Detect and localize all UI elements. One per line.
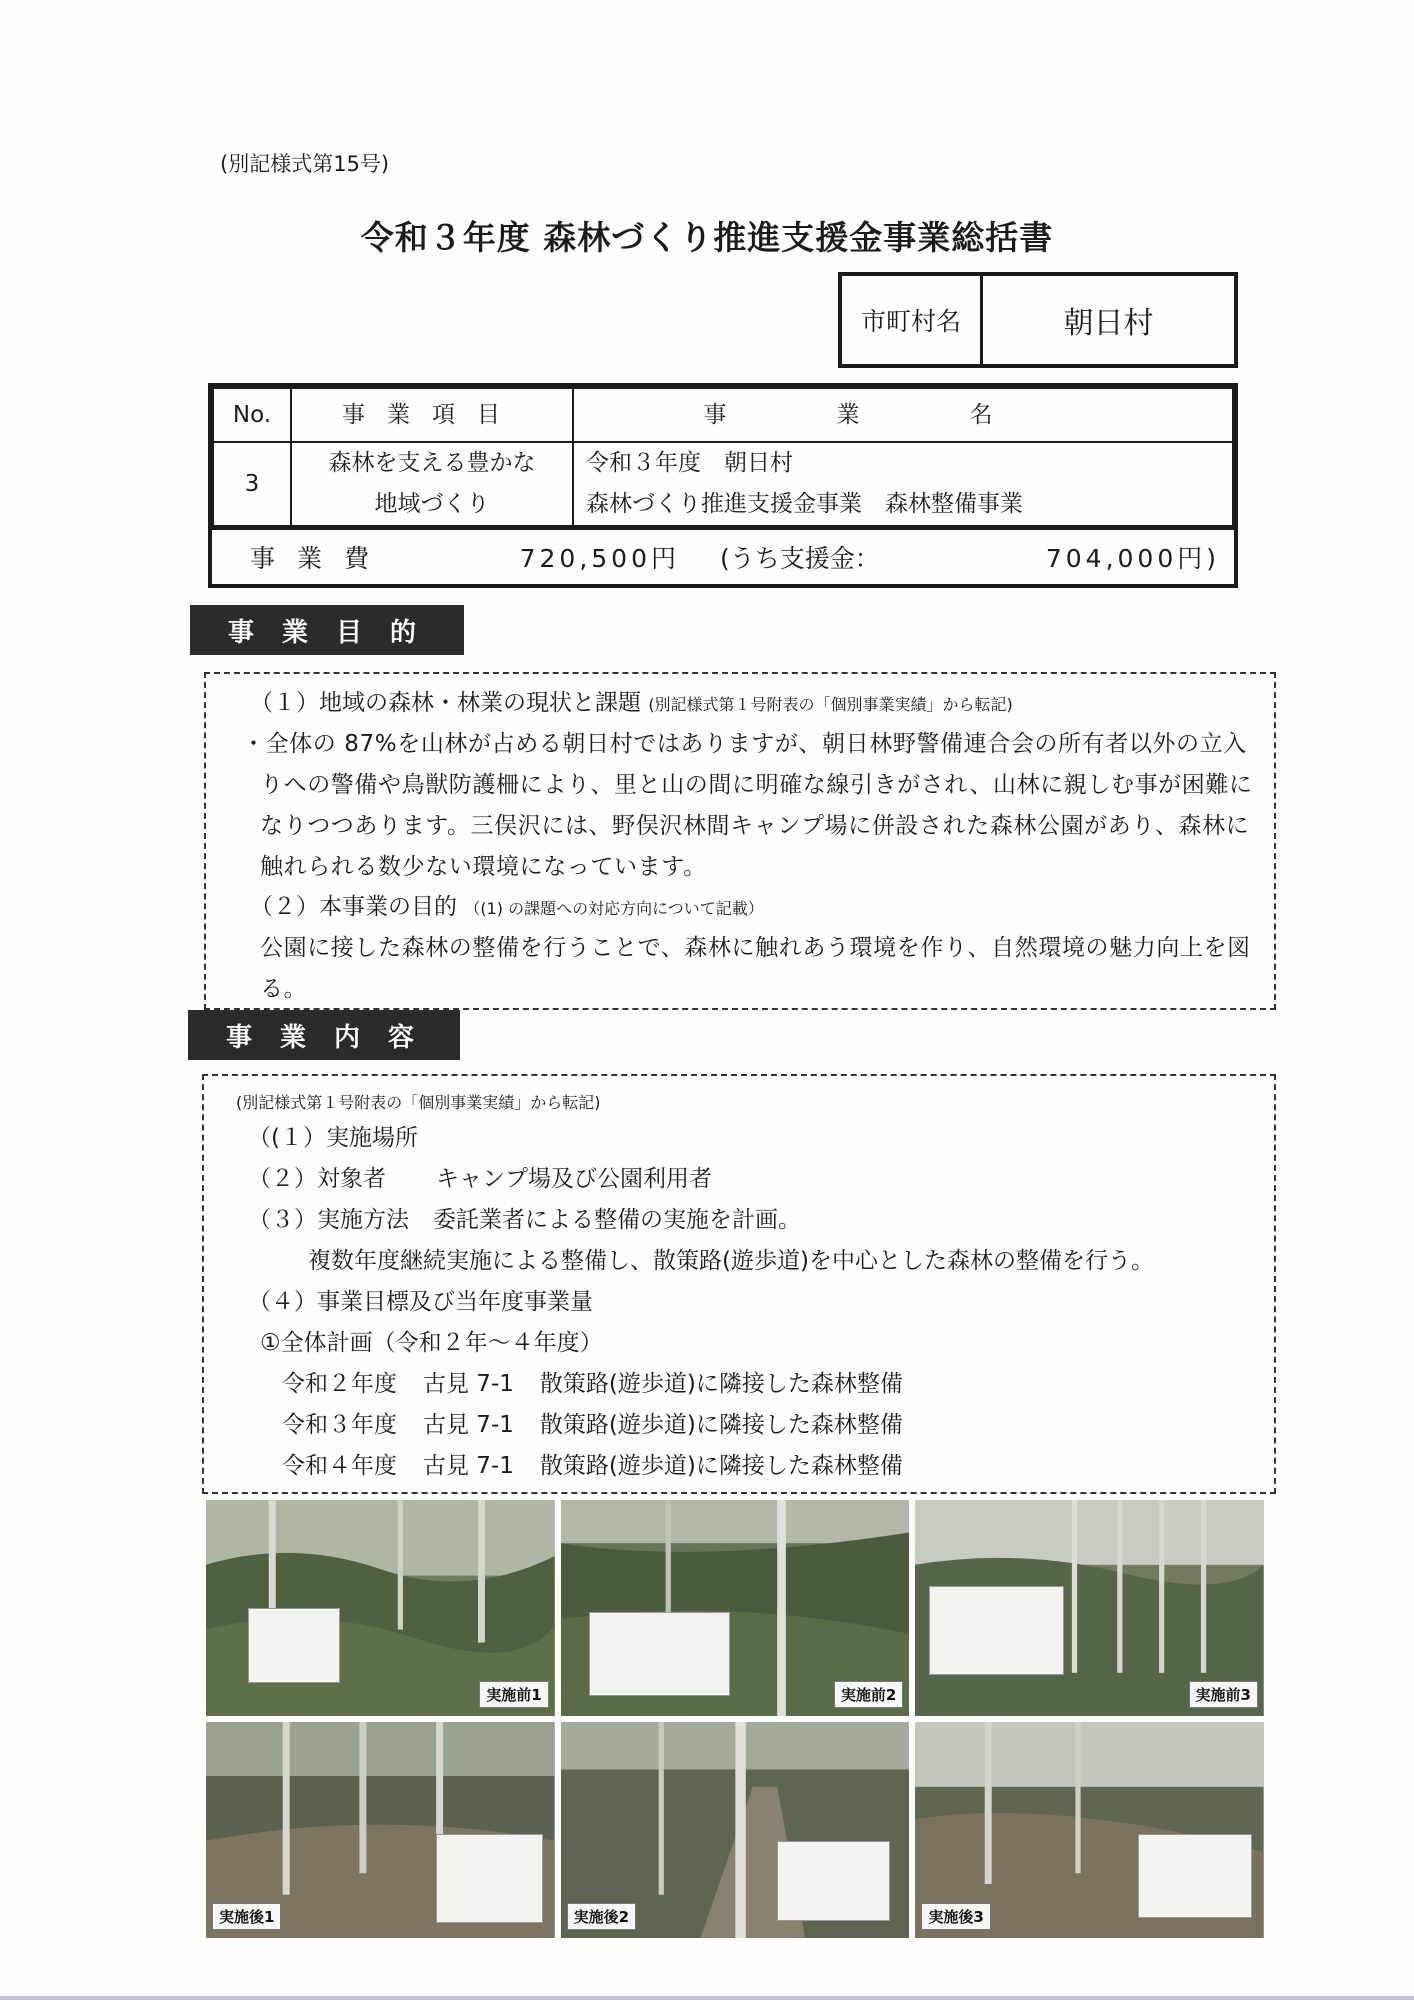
row-item [291,442,573,526]
target-label: （２）対象者 [248,1166,386,1192]
plan-desc: 散策路(遊歩道)に隣接した森林整備 [539,1412,903,1438]
photo-caption: 実施後1 [212,1903,281,1930]
plan-desc: 散策路(遊歩道)に隣接した森林整備 [539,1453,903,1479]
row-name-line1: 令和３年度 朝日村 [586,450,793,476]
target-value: キャンプ場及び公園利用者 [436,1166,712,1192]
form-number: (別記様式第15号) [220,152,390,176]
photo-before-3 [915,1500,1264,1716]
photo-after-2 [561,1722,910,1938]
cost-label: 事業費 [250,544,392,573]
header-no: No. [213,388,291,442]
header-item: 事業項目 [291,388,573,442]
purpose-box [204,672,1276,1010]
sign-board [589,1612,730,1696]
purpose-p1-heading [220,684,1260,724]
purpose-p2-heading [220,888,1260,928]
content-line-method [218,1200,1260,1241]
plan-place: 古見 7-1 [423,1412,514,1438]
plan-year: 令和４年度 [282,1453,397,1479]
document-title: 令和３年度 森林づくり推進支援金事業総括書 [360,218,1054,257]
municipality-value: 朝日村 [1063,306,1154,341]
cost-row [212,527,1234,584]
photo-after-1 [206,1722,555,1938]
photo-before-1 [206,1500,555,1716]
plan-year: 令和３年度 [282,1412,397,1438]
table-header-row [213,388,1233,442]
purpose-p1-heading-text: （１）地域の森林・林業の現状と課題 [250,690,641,716]
municipality-box [838,272,1238,368]
purpose-p1-note: (別記様式第１号附表の「個別事業実績」から転記) [648,695,1013,714]
content-box [202,1074,1276,1494]
row-item-line1: 森林を支える豊かな [328,450,536,476]
plan-year: 令和２年度 [282,1371,397,1397]
photo-caption: 実施後2 [567,1903,636,1930]
plan-row [218,1364,1260,1405]
section-heading-content: 事業内容 [188,1010,460,1060]
scan-edge [0,1996,1414,2000]
purpose-p2-heading-text: （２）本事業の目的 [250,894,457,920]
header-name: 事業名 [573,388,1233,442]
cost-amount: 720,500円 [519,544,680,573]
purpose-p1-text: ・全体の 87%を山林が占める朝日村ではありますが、朝日林野警備連合会の所有者以外の立入りへの警備や鳥獣防護柵により、里と山の間に明確な線引きがされ、山林に親しむ事が困難になりつつあります。三俣沢には、野俣沢林間キャンプ場に併設された森林公園があり、森林に触れられる数少ない環境になっています。 [242,731,1253,880]
content-line-location: （(１）実施場所 [248,1125,418,1151]
plan-row [218,1405,1260,1446]
method-value: 委託業者による整備の実施を計画。 [433,1207,801,1233]
plan-desc: 散策路(遊歩道)に隣接した森林整備 [539,1371,903,1397]
content-line-goal: （４）事業目標及び当年度事業量 [248,1289,593,1315]
row-name-line2: 森林づくり推進支援金事業 森林整備事業 [586,491,1023,517]
photo-before-2 [561,1500,910,1716]
table-row [213,442,1233,526]
row-name [573,442,1233,526]
photo-grid [206,1500,1264,1938]
content-line-target [218,1159,1260,1200]
project-table [208,383,1238,588]
municipality-label: 市町村名 [842,276,983,364]
content-note: (別記様式第１号附表の「個別事業実績」から転記) [236,1093,601,1112]
purpose-p2-text: 公園に接した森林の整備を行うことで、森林に触れあう環境を作り、自然環境の魅力向上を図る。 [260,935,1251,1002]
sign-board [777,1841,891,1921]
row-no: 3 [213,442,291,526]
section-heading-purpose: 事業目的 [190,605,464,655]
plan-row [218,1446,1260,1487]
method-label: （３）実施方法 [248,1207,409,1233]
plan-place: 古見 7-1 [423,1453,514,1479]
subsidy-label: (うち支援金： [720,544,880,573]
photo-after-3 [915,1722,1264,1938]
sign-board [929,1586,1063,1674]
plan-place: 古見 7-1 [423,1371,514,1397]
photo-caption: 実施前3 [1189,1681,1258,1708]
photo-caption: 実施前2 [834,1681,903,1708]
sign-board [248,1608,341,1683]
photo-caption: 実施前1 [479,1681,548,1708]
purpose-p2-note: （(1) の課題への対応方向について記載） [464,899,764,918]
subsidy-amount: 704,000円) [1045,544,1220,573]
photo-caption: 実施後3 [921,1903,990,1930]
plan-title: ①全体計画（令和２年～４年度） [260,1330,603,1356]
row-item-line2: 地域づくり [374,491,490,517]
sign-board [436,1834,543,1922]
sign-board [1138,1834,1252,1918]
content-line-method-cont: 複数年度継続実施による整備し、散策路(遊歩道)を中心とした森林の整備を行う。 [308,1248,1154,1274]
